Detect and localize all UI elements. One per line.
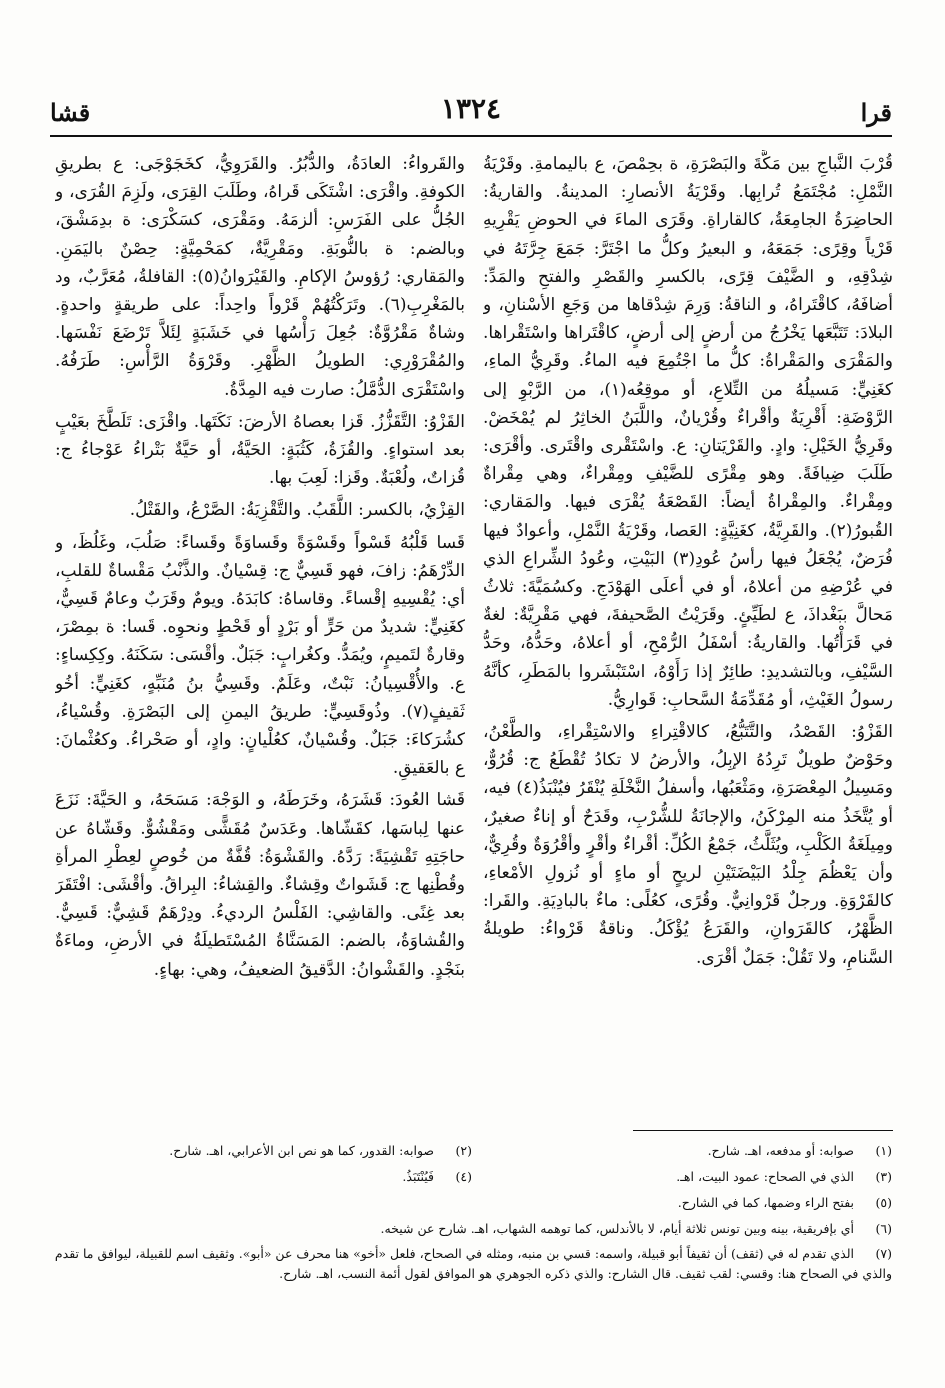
- footnote-6: [52, 1216, 892, 1242]
- footnotes: [52, 1138, 892, 1358]
- footnote-7: [52, 1244, 892, 1284]
- footnote-text: الذي تقدم له في (ثقف) أن ثقيفاً أبو قبيلة، واسمه: قسي بن منبه، ومثله في الصحاح، فلعل «أخو» هنا محرف عن «أبو». وثقيف اسم للقبيلة، ليوافق ما تقدم والذي في الصحاح هنا: وقسي: لقب ثقيف. قال الشارح: والذي ذكره الجوهري هو الموافق لقول أئمة النسب، اهـ. شارح.: [54, 1246, 892, 1281]
- footnote-4: [52, 1164, 472, 1190]
- footnote-number: (٥): [875, 1195, 892, 1210]
- footnote-number: (٤): [455, 1169, 472, 1184]
- footnote-5: [52, 1190, 892, 1216]
- footnote-number: (٢): [455, 1143, 472, 1158]
- page-number: ١٣٢٤: [440, 92, 502, 125]
- footnote-text: فَيُنْتَبَذُ.: [402, 1169, 435, 1184]
- footnote-number: (١): [875, 1143, 892, 1158]
- header-root-left: قشا: [50, 98, 91, 127]
- entry-qarw: القَزْوُ: القَصْدُ، والتَّتَبُّعُ، كالاقْتِراءِ والاسْتِقْراءِ، والطَّعْنُ، وحَوْضٌ طويلٌ تَرِدُهُ الإبِلُ، والأرضُ لا تكادُ تُقْطَعُ ج: قُرُوٌّ، ومَسِيلُ المِعْصَرَةِ، ومَثْعَبُها، وأسفلُ النَّخْلَةِ يُنْقَرُ فيُنْبَذُ(٤) فيه، أو يُتَّخَذُ منه المِرْكَنُ، والإجانَةُ للشُّرْبِ، وقَدَحٌ أو إناءٌ صغيرٌ، ومِيلَغَةُ الكَلْبِ، ويُثَلَّثُ، جَمْعُ الكُلِّ: أقْراءٌ وأقْرٍ وأقْرُوَةٌ وقُرِيٌّ، وأن يَعْظُمَ جِلْدُ البَيْضَتَيْنِ لريحٍ أو ماءٍ أو نُزولِ الأمْعاءِ، كالقَرْوَةِ. ورجلٌ قَرْوانِيٌّ. وقُرًى، كعُلًى: ماءٌ بالبادِيَةِ. والقَرا: الظَّهْرُ، كالقَرَوانِ، والقَرَعُ يُؤْكَلُ. وناقةٌ قَرْواءُ: طويلةُ السَّنامِ، ولا تَقُلْ: جَمَلٌ أقْرَى.: [483, 722, 893, 968]
- entry-qasha: قَشا العُودَ: قَشَرَهُ، وخَرَطَهُ، و الوَجْهَ: مَسَحَهُ، و الحَيَّةَ: نَزَعَ عنها لِباسَها، كقَشّاها. وعَدَسٌ مُقَشًّى ومَقْشُوٌّ. وقَشّاهُ عن حاجَتِهِ تَقْشِيَةً: رَدَّهُ. والقَشْوَةُ: قُفَّةٌ من خُوصٍ لعِطْرِ المرأةِ وقُطْنِها ج: قَشَواتٌ وقِشاءٌ. والقِشاءُ: البِراقُ. وأقْشَى: افْتَقَرَ بعد غِنًى. والقاشِي: الفَلْسُ الرديءُ. ودِرْهَمٌ قَشِيٌّ: قَسِيٌّ. والقُشاوَةُ، بالضم: المَسَنَّاةُ المُسْتَطيلَةُ في الأرضِ، وماءَةٌ بنَجْدٍ. والقَشْوانُ: الدَّقيقُ الضعيفُ، وهي: بهاءٍ.: [55, 790, 465, 980]
- footnote-number: (٣): [875, 1169, 892, 1184]
- footnote-3: [472, 1164, 892, 1190]
- footnote-1: [472, 1138, 892, 1164]
- entry-qazw: القَزْوُ: التَّقَزُّزُ. قَزا بعصاهُ الأرضَ: نَكَتَها. واقْزَى: تَلَطَّخَ بعَيْبٍ بعد استواءٍ. والقُزَةُ، كَثُبَةٍ: الحَيَّةُ، أو حَيَّةٌ بَتْراءُ عَوْجاءُ ج: قُزاتٌ، ولُعْبَةٌ. وقَزا: لَعِبَ بها.: [55, 411, 465, 489]
- footnote-text: الذي في الصحاح: عمود البيت، اهـ.: [676, 1169, 855, 1184]
- footnote-2: [52, 1138, 472, 1164]
- right-column: [483, 150, 893, 1130]
- entry-qizy: القِزْيُ، بالكسر: اللَّقَبُ. والتَّقْزِيَةُ: الصَّرْعُ، والقَتْلُ.: [129, 500, 465, 521]
- header-rule: [50, 135, 892, 137]
- footnote-row: [52, 1164, 892, 1190]
- footnote-text: بفتح الراء وضمها، كما في الشارح.: [677, 1195, 855, 1210]
- footnote-number: (٦): [875, 1221, 892, 1236]
- footnote-text: صوابه: القدور، كما هو نص ابن الأعرابي، اهـ. شارح.: [169, 1143, 435, 1158]
- entry-qara-continued: قُرْبَ النَّباجِ بين مَكَّةَ والبَصْرَةِ، ة بحِمْصَ، ع باليمامةِ. وقَرْيَةُ النَّمْلِ: مُجْتَمَعُ تُرابِها. وقَرْيَةُ الأنصارِ: المدينةُ. والقاريةُ: الحاضِرَةُ الجامِعَةُ، كالقاراةِ. وقَرَى الماءَ في الحوضِ يَقْرِيهِ قَرْياً وقِرًى: جَمَعَهُ، و البعيرُ وكلُّ ما اجْتَرَّ: جَمَعَ جِرَّتَهُ في شِدْقِهِ، و الضَّيْفَ قِرًى، بالكسرِ والقَصْرِ والفتحِ والمَدِّ: أضافَهُ، كاقْتَراهُ، و الناقةُ: وَرِمَ شِدْقاها من وَجَعِ الأسْنانِ، و البلادَ: تَتَبَّعَها يَخْرُجُ من أرضٍ إلى أرضٍ، كاقْتَراها واسْتَقْراها. والمَقْرَى والمَقْراةُ: كلُّ ما اجْتُمِعَ فيه الماءُ. وقَرِيُّ الماءِ، كغَنِيٍّ: مَسيلُهُ من التِّلاعِ، أو موقِعُه(١)، من الرَّبْوِ إلى الرَّوْضَةِ: أَقْرِيَةٌ وأقْراءٌ وقُرْيانٌ، واللَّبَنُ الخاثِرُ لم يُمْخَضْ. وقَرِيُّ الخَيْلِ: وادٍ. والقَرْيَتانِ: ع. واسْتَقْرى واقْتَرى. وأقْرَى: طَلَبَ ضِيافَةً. وهو مِقْرًى للضَّيْفِ ومِقْراءٌ، وهي مِقْراةٌ ومِقْراءٌ. والمِقْراةُ أيضاً: القَصْعَةُ يُقْرَى فيها. والمَقاري: القُبورُ(٢). والقَرِيَّةُ، كغَنِيَّةٍ: العَصا، وقَرْيَةُ النَّمْلِ، وأعوادٌ فيها فُرَضٌ، يُجْعَلُ فيها رأسُ عُودِ(٣) البَيْتِ، وعُودُ الشِّراعِ الذي في عُرْضِهِ من أعلاهُ، أو في أعلَى الهَوْدَجِ. وكسُمَيَّةَ: ثلاثُ مَحالَّ ببَغْداذَ، ع لطَيِّئٍ. وقَرَيْتُ الصَّحيفةَ، فهي مَقْرِيَّةٌ: لغةٌ في قَرَأْتُها. والقاريةُ: أسْفَلُ الرُّمْحِ، أو أعلاهُ، وحَدُّهُ، وحَدُّ السَّيْفِ، وبالتشديدِ: طائِرٌ إذا رَأَوْهُ، اسْتَبْشَروا بالمَطَرِ، كأنَّهُ رسولُ الغَيْثِ، أو مُقَدِّمَةُ السَّحابِ: قَوارِيُّ.: [483, 154, 893, 710]
- page-header: [50, 92, 892, 132]
- footnote-row: [52, 1138, 892, 1164]
- left-column: [55, 150, 465, 1130]
- footnote-rule: [633, 1130, 893, 1131]
- entry-qarw-continued: والقَرواءُ: العادَةُ، والدُّبُرُ. والقَرَوِيُّ، كخَجَوْجَى: ع بطريقِ الكوفةِ. واقْرَى: اشْتَكَى قَراهُ، وطَلَبَ القِرَى، ولَزِمَ القُرَى، و الجُلُّ على الفَرَسِ: ألزمَهُ. ومَقْرَى، كسَكْرَى: ة بدِمَشْقَ، وبالضم: ة بالنُّوبَةِ. ومَقْرِيَّةٌ، كمَحْمِيَّةٍ: حِصْنٌ باليَمَنِ. والمَقاري: رُؤوسُ الإكامِ. والقَيْرَوانُ(٥): القافلةُ، مُعَرَّبٌ، ود بالمَغْرِبِ(٦). وتَرَكْتُهُمْ قَرْواً واحِداً: على طريقةٍ واحدةٍ. وشاةٌ مَقْرُوَّةٌ: جُعِلَ رَأْسُها في خَشَبَةٍ لِئَلاَّ تَرْضَعَ نَفْسَها. والمُقْرَوْرِي: الطويلُ الظَّهْرِ. وقَرْوَةُ الرَّأْسِ: طَرَفُهُ. واسْتَقْرَى الدُّمَّلُ: صارت فيه المِدَّةُ.: [55, 154, 465, 400]
- footnote-text: أي بإفريقية، بينه وبين تونس ثلاثة أيام، لا بالأندلس، كما توهمه الشهاب، اهـ. شارح عن شيخه.: [380, 1221, 855, 1236]
- footnote-text: صوابه: أو مدفعه، اهـ. شارح.: [707, 1143, 855, 1158]
- footnote-number: (٧): [875, 1246, 892, 1261]
- header-root-right: قرا: [860, 98, 892, 127]
- entry-qasa: قَسا قَلْبُهُ قَسْواً وقَسْوَةً وقَساوَةً وقَساءً: صَلُبَ، وغَلُظَ، و الدِّرْهَمُ: زافَ، فهو قَسِيٌّ ج: قِسْيانٌ. والذَّنْبُ مَقْساةٌ للقلبِ، أي: يُقْسِيهِ إقْساءً. وقاساهُ: كابَدَهُ. ويومٌ وقَرَبٌ وعامٌ قَسِيٌّ، كغَنِيٍّ: شديدٌ من حَرٍّ أو بَرْدٍ أو قَحْطٍ ونحوِه. قَسا: ة بمِصْرَ، وقارةٌ لتَميمٍ، ويُمَدُّ. وكغُرابٍ: جَبَلٌ. وأقْسَى: سَكَنَهُ. وكِكِساءٍ: ع. والأُقْسِيانُ: نَبْتٌ، وعَلَمٌ. وقَسِيُّ بنُ مُنَبِّهٍ، كغَنِيٍّ: أخُو ثَقيفٍ(٧). وذُوقَسِيٍّ: طريقُ اليمنِ إلى البَصْرَةِ. وقُسْياءُ، كشُرَكاءَ: جَبَلٌ. وقُسْيانٌ، كعُلْيانٍ: وادٍ، أو صَحْراءُ. وكعُثْمانَ: ع بالعَقيقِ.: [55, 532, 465, 779]
